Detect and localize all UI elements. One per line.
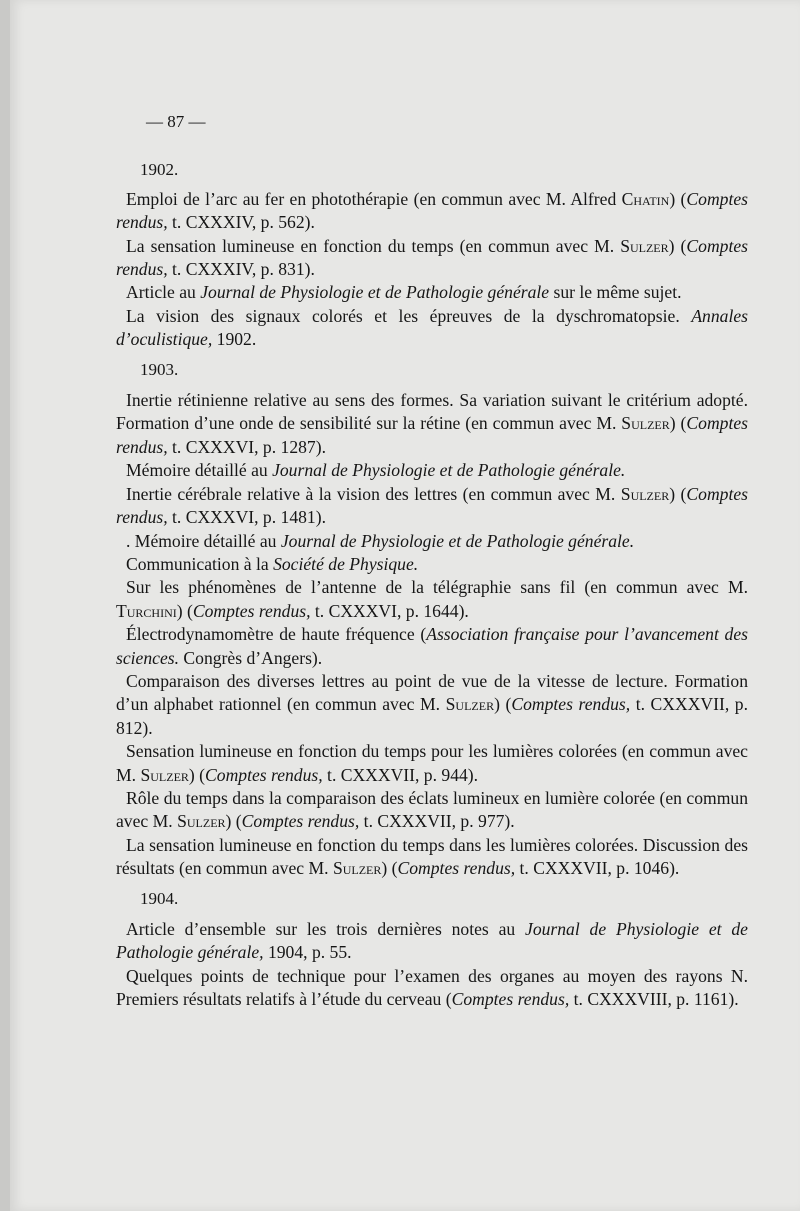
- entry-text: La sensation lumineuse en fonction du temps (en commun avec M.: [126, 235, 621, 256]
- entry-text: ) (: [188, 764, 206, 785]
- entry-text: t. CXXXIV, p. 562).: [167, 212, 315, 233]
- entry-text: La sensation lumineuse en fonction du temps dans les lumières colorées. Discussion des résultats (en commun avec M.: [116, 834, 748, 879]
- bibliography-entry: [116, 918, 748, 965]
- bibliography-entry: [116, 305, 748, 352]
- entry-text: ) (: [669, 413, 687, 434]
- entry-text: Inertie cérébrale relative à la vision des lettres (en commun avec M.: [126, 483, 621, 504]
- entry-text: Congrès d’Angers).: [179, 647, 323, 668]
- bibliography-entry: [116, 281, 748, 304]
- bibliography-entry: [116, 623, 748, 670]
- entry-text: Communication à la: [126, 553, 274, 574]
- publication-title: Journal de Physiologie et de Pathologie générale: [200, 282, 550, 303]
- bibliography-entry: [116, 459, 748, 482]
- publication-title: Comptes rendus,: [511, 694, 631, 715]
- entry-text: t. CXXXVII, p. 977).: [359, 811, 515, 832]
- publication-title: Comptes rendus,: [116, 235, 748, 280]
- entry-text: t. CXXXVII, p. 1046).: [515, 858, 680, 879]
- scanned-page: [10, 0, 800, 1211]
- author-name: Turchini: [116, 600, 177, 621]
- bibliography-entry: [116, 576, 748, 623]
- year-heading: 1903.: [140, 359, 179, 379]
- bibliography-entry: [116, 235, 748, 282]
- publication-title: Journal de Physiologie et de Pathologie générale,: [116, 919, 748, 963]
- bibliography-entry: [116, 553, 748, 576]
- bibliography-entry: [116, 740, 748, 787]
- bibliography-entry: [116, 787, 748, 834]
- publication-title: Comptes rendus,: [451, 989, 570, 1010]
- entry-text: 1902.: [212, 329, 257, 350]
- author-name: Sulzer: [620, 483, 670, 504]
- author-name: Sulzer: [140, 764, 189, 785]
- author-name: Sulzer: [445, 694, 495, 715]
- entry-text: ) (: [225, 811, 242, 832]
- entry-text: t. CXXXIV, p. 831).: [167, 259, 315, 280]
- publication-title: Comptes rendus,: [241, 811, 360, 832]
- page-text: [116, 110, 748, 1012]
- bibliography-entry: [116, 188, 748, 235]
- page-number: — 87 —: [146, 112, 206, 131]
- entry-text: ) (: [669, 188, 687, 209]
- entry-text: ) (: [669, 483, 687, 504]
- entry-text: t. CXXXVII, p. 944).: [322, 764, 479, 785]
- entry-text: ) (: [176, 600, 193, 621]
- author-name: Sulzer: [332, 858, 382, 879]
- bibliography-entry: [116, 670, 748, 740]
- publication-title: Journal de Physiologie et de Pathologie générale.: [280, 530, 635, 551]
- year-heading: 1902.: [140, 160, 179, 180]
- publication-title: Journal de Physiologie et de Pathologie générale.: [272, 460, 626, 481]
- entry-text: Mémoire détaillé au: [126, 460, 273, 481]
- entry-text: ) (: [668, 235, 687, 256]
- bibliography-entry: [116, 965, 748, 1012]
- entry-text: Emploi de l’arc au fer en photothérapie (en commun avec M. Alfred: [126, 188, 622, 209]
- entry-text: 1904, p. 55.: [263, 942, 352, 963]
- publication-title: Société de Physique.: [273, 553, 419, 574]
- entry-text: t. CXXXVI, p. 1481).: [167, 507, 326, 528]
- publication-title: Comptes rendus,: [116, 483, 748, 528]
- entry-text: Article au: [126, 282, 201, 303]
- entry-text: Sur les phénomènes de l’antenne de la télégraphie sans fil (en commun avec M.: [126, 577, 748, 598]
- publication-title: Association française pour l’avancement des sciences.: [116, 624, 748, 668]
- entry-text: t. CXXXVI, p. 1644).: [310, 600, 469, 621]
- publication-title: Comptes rendus,: [116, 188, 748, 233]
- publication-title: Comptes rendus,: [116, 413, 748, 457]
- bibliography-entry: [116, 834, 748, 881]
- author-name: Chatin: [621, 188, 670, 209]
- entry-text: La vision des signaux colorés et les épreuves de la dyschromatopsie.: [126, 305, 692, 326]
- entry-text: t. CXXXVII, p. 812).: [116, 694, 748, 738]
- publication-title: Comptes rendus,: [192, 600, 311, 621]
- entry-text: Électrodynamomètre de haute fréquence (: [126, 624, 427, 645]
- entry-text: Sensation lumineuse en fonction du temps pour les lumières colorées (en commun avec M.: [116, 741, 748, 785]
- publication-title: Comptes rendus,: [397, 858, 516, 879]
- author-name: Sulzer: [621, 413, 670, 434]
- entry-text: ) (: [494, 694, 512, 715]
- entry-text: Rôle du temps dans la comparaison des éclats lumineux en lumière colorée (en commun avec M.: [116, 787, 748, 832]
- entry-text: Quelques points de technique pour l’examen des organes au moyen des rayons N. Premiers résultats relatifs à l’étude du cerveau (: [116, 965, 748, 1010]
- entry-text: Comparaison des diverses lettres au point de vue de la vitesse de lecture. Formation d’un alphabet rationnel (en commun avec M.: [116, 670, 748, 715]
- entry-text: ) (: [381, 858, 398, 879]
- entry-text: . Mémoire détaillé au: [126, 530, 281, 551]
- publication-title: Comptes rendus,: [205, 764, 323, 785]
- bibliography-entry: [116, 483, 748, 530]
- bibliography-entry: [116, 530, 748, 553]
- author-name: Sulzer: [620, 235, 669, 256]
- year-heading: 1904.: [140, 888, 179, 908]
- bibliography-entry: [116, 389, 748, 459]
- entry-text: Article d’ensemble sur les trois dernières notes au: [126, 919, 526, 939]
- publication-title: Annales d’oculistique,: [116, 305, 748, 350]
- bibliography-sections: [116, 158, 748, 1011]
- author-name: Sulzer: [177, 811, 226, 832]
- entry-text: t. CXXXVIII, p. 1161).: [569, 989, 739, 1010]
- entry-text: Inertie rétinienne relative au sens des formes. Sa variation suivant le critérium adopté. Formation d’une onde de sensibilité sur la rétine (en commun avec M.: [116, 390, 748, 434]
- entry-text: sur le même sujet.: [549, 282, 682, 303]
- entry-text: t. CXXXVI, p. 1287).: [167, 436, 326, 457]
